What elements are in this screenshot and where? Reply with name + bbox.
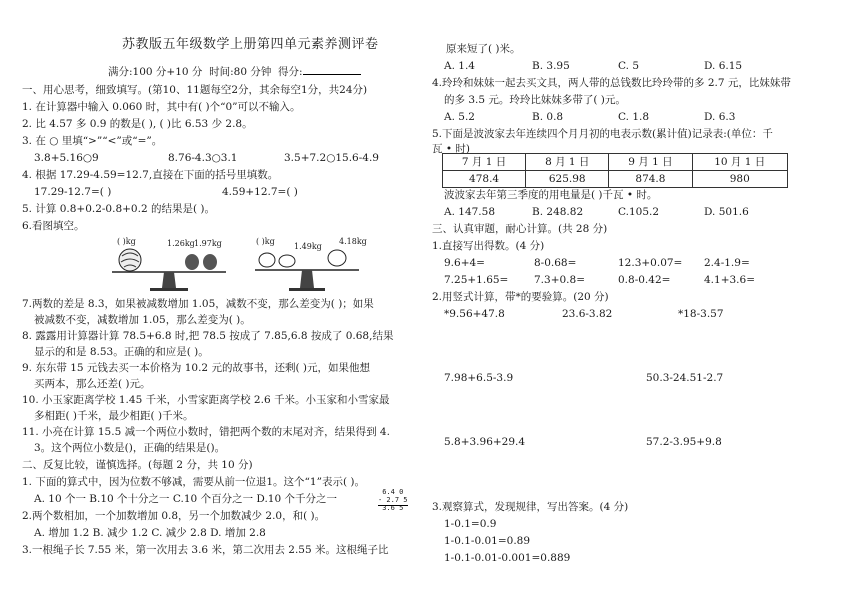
q2-3-cont: 原来短了( )米。	[446, 43, 521, 55]
c1-item: 4.1+3.6=	[704, 274, 755, 286]
q1-3: 3. 在 ○ 里填“>”“<”或“=”。	[22, 135, 163, 147]
table-cell: 980	[692, 171, 787, 188]
table-row	[443, 171, 788, 188]
vertical-subtraction: 6.4 0 - 2.7 5 3.6 5	[378, 488, 408, 512]
table-header-cell: 9 月 1 日	[609, 154, 692, 171]
section-3-heading: 三、认真审题，耐心计算。(共 28 分)	[432, 223, 608, 235]
q1-4: 4. 根据 17.29-4.59=12.7,直接在下面的括号里填数。	[22, 169, 279, 181]
c3-item: 1-0.1-0.01=0.89	[444, 535, 531, 547]
c-1: 1.直接写出得数。(4 分)	[432, 240, 545, 252]
table-cell: 478.4	[443, 171, 526, 188]
scale-right-w1: 1.49kg	[294, 242, 322, 251]
c1-item: 12.3+0.07=	[618, 257, 683, 269]
q1-9-line1: 9. 东东带 15 元钱去买一本价格为 10.2 元的故事书，还剩( )元，如果他想	[22, 362, 370, 374]
table-header-cell: 8 月 1 日	[526, 154, 609, 171]
q1-6: 6.看图填空。	[22, 220, 85, 232]
section-1-heading: 一、用心思考，细致填写。(第10、11题每空2分，其余每空1分，共24分)	[22, 84, 368, 96]
c2-item: 5.8+3.96+29.4	[444, 436, 526, 448]
q1-10-line2: 多相距( )千米，最少相距( )千米。	[34, 410, 194, 422]
table-cell: 625.98	[526, 171, 609, 188]
q2-5-opt-a: A. 147.58	[444, 206, 495, 218]
q2-2-options: A. 增加 1.2 B. 减少 1.2 C. 减少 2.8 D. 增加 2.8	[34, 527, 266, 539]
c2-item: 57.2-3.95+9.8	[646, 436, 722, 448]
table-header-cell: 7 月 1 日	[443, 154, 526, 171]
scale-left-w1: 1.26kg	[167, 239, 195, 248]
q2-4-line2: 的多 3.5 元。玲玲比妹妹多带了( )元。	[444, 94, 626, 106]
q1-1: 1. 在计算器中输入 0.060 时，其中有( )个“0”可以不输入。	[22, 101, 301, 113]
c2-item: 7.98+6.5-3.9	[444, 372, 514, 384]
c2-item: 23.6-3.82	[562, 308, 613, 320]
table-cell: 874.8	[609, 171, 692, 188]
q2-2: 2.两个数相加，一个加数增加 0.8，另一个加数减少 2.0，和( )。	[22, 510, 326, 522]
q1-3-b: 8.76-4.3○3.1	[168, 152, 238, 164]
q2-5-opt-b: B. 248.82	[532, 206, 584, 218]
q2-4-opt-d: D. 6.3	[704, 111, 736, 123]
c1-item: 7.25+1.65=	[444, 274, 509, 286]
q1-4-b: 4.59+12.7=( )	[222, 186, 298, 198]
c2-item: 50.3-24.51-2.7	[646, 372, 724, 384]
q1-7-line2: 被减数不变，减数增加 1.05，那么差变为( )。	[34, 314, 251, 326]
q1-7-line1: 7.两数的差是 8.3，如果被减数增加 1.05，减数不变，那么差变为( )；如果	[22, 298, 374, 310]
table-header-cell: 10 月 1 日	[692, 154, 787, 171]
q2-5-line3: 波波家去年第三季度的用电量是( )千瓦 • 时。	[444, 189, 658, 201]
q1-5: 5. 计算 0.8+0.2-0.8+0.2 的结果是( )。	[22, 203, 215, 215]
q2-5-opt-d: D. 501.6	[704, 206, 749, 218]
q2-3-opt-d: D. 6.15	[704, 60, 743, 72]
c-3: 3.观察算式，发现规律，写出答案。(4 分)	[432, 501, 629, 513]
c1-item: 7.3+0.8=	[534, 274, 585, 286]
score-label: 得分:	[278, 66, 303, 78]
q1-2: 2. 比 4.57 多 0.9 的数是( ), ( )比 6.53 少 2.8。	[22, 118, 253, 130]
q1-8-line1: 8. 露露用计算器计算 78.5+6.8 时,把 78.5 按成了 7.85,6.8 按成了 0.68,结果	[22, 330, 394, 342]
q1-9-line2: 买两本，那么还差( )元。	[34, 378, 151, 390]
q2-4-opt-b: B. 0.8	[532, 111, 564, 123]
q1-11-line1: 11. 小亮在计算 15.5 减一个两位小数时，错把两个数的末尾对齐，结果得到 4.	[22, 426, 390, 438]
c1-item: 2.4-1.9=	[704, 257, 750, 269]
time-limit: 时间:80 分钟	[209, 66, 272, 78]
section-2-heading: 二、反复比较，谨慎选择。(每题 2 分，共 10 分)	[22, 459, 253, 471]
q2-5-opt-c: C.105.2	[618, 206, 660, 218]
q2-4-opt-a: A. 5.2	[444, 111, 475, 123]
c1-item: 9.6+4=	[444, 257, 485, 269]
c3-item: 1-0.1=0.9	[444, 518, 497, 530]
exam-title: 苏教版五年级数学上册第四单元素养测评卷	[122, 37, 379, 52]
c1-item: 8-0.68=	[534, 257, 577, 269]
q2-4-line1: 4.玲玲和妹妹一起去买文具，两人带的总钱数比玲玲带的多 2.7 元，比妹妹带	[432, 77, 791, 89]
q2-1-options: A. 10 个一 B.10 个十分之一 C.10 个百分之一 D.10 个千分之一	[34, 493, 337, 505]
q2-4-opt-c: C. 1.8	[618, 111, 650, 123]
full-score: 满分:100 分+10 分	[108, 66, 203, 78]
q2-5-line2: 瓦 • 时)	[432, 143, 470, 155]
q1-8-line2: 显示的和是 8.53。正确的和应是( )。	[34, 346, 209, 358]
scale-right-w2: 4.18kg	[339, 237, 367, 246]
q1-3-a: 3.8+5.16○9	[34, 152, 99, 164]
q2-3-opt-b: B. 3.95	[532, 60, 570, 72]
scale-left-w2: 1.97kg	[194, 239, 222, 248]
calc-rule	[378, 505, 408, 506]
c-2: 2.用竖式计算，带*的要验算。(20 分)	[432, 291, 609, 303]
score-blank[interactable]	[303, 65, 361, 75]
q1-3-c: 3.5+7.2○15.6-4.9	[284, 152, 379, 164]
c2-item: *18-3.57	[678, 308, 724, 320]
q2-1: 1. 下面的算式中，因为位数不够减，需要从前一位退1。这个“1”表示( )。	[22, 476, 365, 488]
meter-reading-table	[442, 153, 788, 188]
c3-item: 1-0.1-0.01-0.001=0.889	[444, 552, 571, 564]
scale-right-unknown: ( )kg	[256, 237, 275, 246]
q1-4-a: 17.29-12.7=( )	[34, 186, 112, 198]
q2-5-line1: 5.下面是波波家去年连续四个月月初的电表示数(累计值)记录表:(单位：千	[432, 128, 773, 140]
q2-3: 3.一根绳子长 7.55 米，第一次用去 3.6 米，第二次用去 2.55 米。这根绳子比	[22, 544, 389, 556]
c2-item: *9.56+47.8	[444, 308, 505, 320]
q1-10-line1: 10. 小玉家距离学校 1.45 千米，小雪家距离学校 2.6 千米。小玉家和小雪家最	[22, 394, 390, 406]
q2-3-opt-c: C. 5	[618, 60, 640, 72]
scale-left-unknown: ( )kg	[117, 237, 136, 246]
q1-11-line2: 3。这个两位小数是()，正确的结果是()。	[34, 442, 226, 454]
c1-item: 0.8-0.42=	[618, 274, 671, 286]
score-info	[108, 65, 361, 78]
table-row	[443, 154, 788, 171]
q2-3-opt-a: A. 1.4	[444, 60, 475, 72]
